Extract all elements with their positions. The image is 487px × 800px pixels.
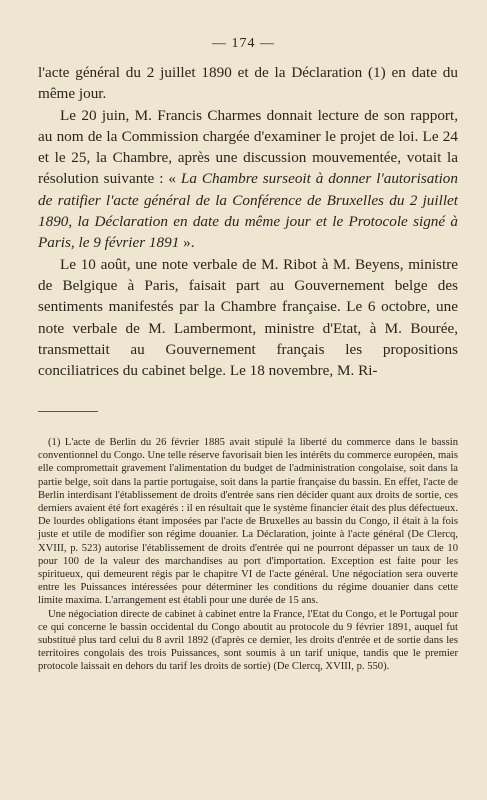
footnote	[38, 436, 458, 674]
resolution-quote: La Chambre surseoit à donner l'autorisation de ratifier l'acte général de la Conférence de Bruxelles du 2 juillet 1890, la Déclaration en date du même jour et le Protocole signé à Paris, le 9 février 1891	[38, 170, 458, 252]
paragraph-1: l'acte général du 2 juillet 1890 et de la Déclaration (1) en date du même jour.	[38, 64, 458, 103]
footnote-paragraph-1: (1) L'acte de Berlin du 26 février 1885 avait stipulé la liberté du commerce dans le bassin conventionnel du Congo. Une telle réserve favorisait bien les intérêts du commerce européen, mais elle compromettait gravement l'alimentation du budget de l'administration congolaise, soit dans la partie belge, soit dans la partie portugaise, soit dans la partie française du bassin. En effet, l'acte de Berlin interdisant l'établissement de droits d'entrée sans rien décider quant aux droits de sortie, ces derniers avaient été fort exagérés : il en résultait que le système financier était des plus défectueux. De lourdes obligations étant imposées par l'acte de Bruxelles au bassin du Congo, il était à la fois juste et utile de modifier son régime douanier. La Déclaration, jointe à l'acte général (De Clercq, XVIII, p. 523) autorise l'établissement de droits d'entrée qui ne pourront dépasser un taux de 10 pour 100 de la valeur des marchandises au port d'importation. Exception est faite pour les spiritueux, qui demeurent régis par le chapitre VI de l'acte général. Une négociation sera ouverte entre les Puissances intéressées pour déterminer les conditions du régime douanier dans cette limite maxima. L'arrangement est établi pour une durée de 15 ans.	[38, 437, 458, 607]
paragraph-3: Le 10 août, une note verbale de M. Ribot à M. Beyens, ministre de Belgique à Paris, faisait part au Gouvernement belge des sentiments manifestés par la Chambre française. Le 6 octobre, une note verbale de M. Lambermont, ministre d'Etat, à M. Bourée, transmettait au Gouvernement français les propositions conciliatrices du cabinet belge. Le 18 novembre, M. Ri-	[38, 255, 458, 380]
footnote-paragraph-2: Une négociation directe de cabinet à cabinet entre la France, l'Etat du Congo, et le Portugal pour ce qui concerne le bassin occidental du Congo aboutit au protocole du 9 février 1891, auquel fut substitué plus tard celui du 8 avril 1892 (d'après ce dernier, les droits d'entrée et de sortie dans les territoires congolais des trois Puissances, sont soumis à un tarif unique, tandis que le premier protocole laissait en dehors du tarif les droits de sortie) (De Clercq, XVIII, p. 550).	[38, 608, 458, 673]
paragraph-2-start: Le 20 juin, M. Francis Charmes donnait lecture de son rapport, au nom de la Commission chargée d'examiner le projet de loi. Le 24 et le 25, la Chambre, après une discussion mouvementée, votait la résolution suivante : «	[38, 106, 458, 188]
page-number: — 174 —	[212, 36, 275, 51]
paragraph-2	[38, 105, 458, 254]
footnote-divider	[38, 411, 98, 412]
main-text	[38, 62, 458, 381]
paragraph-2-end: ».	[179, 234, 195, 252]
